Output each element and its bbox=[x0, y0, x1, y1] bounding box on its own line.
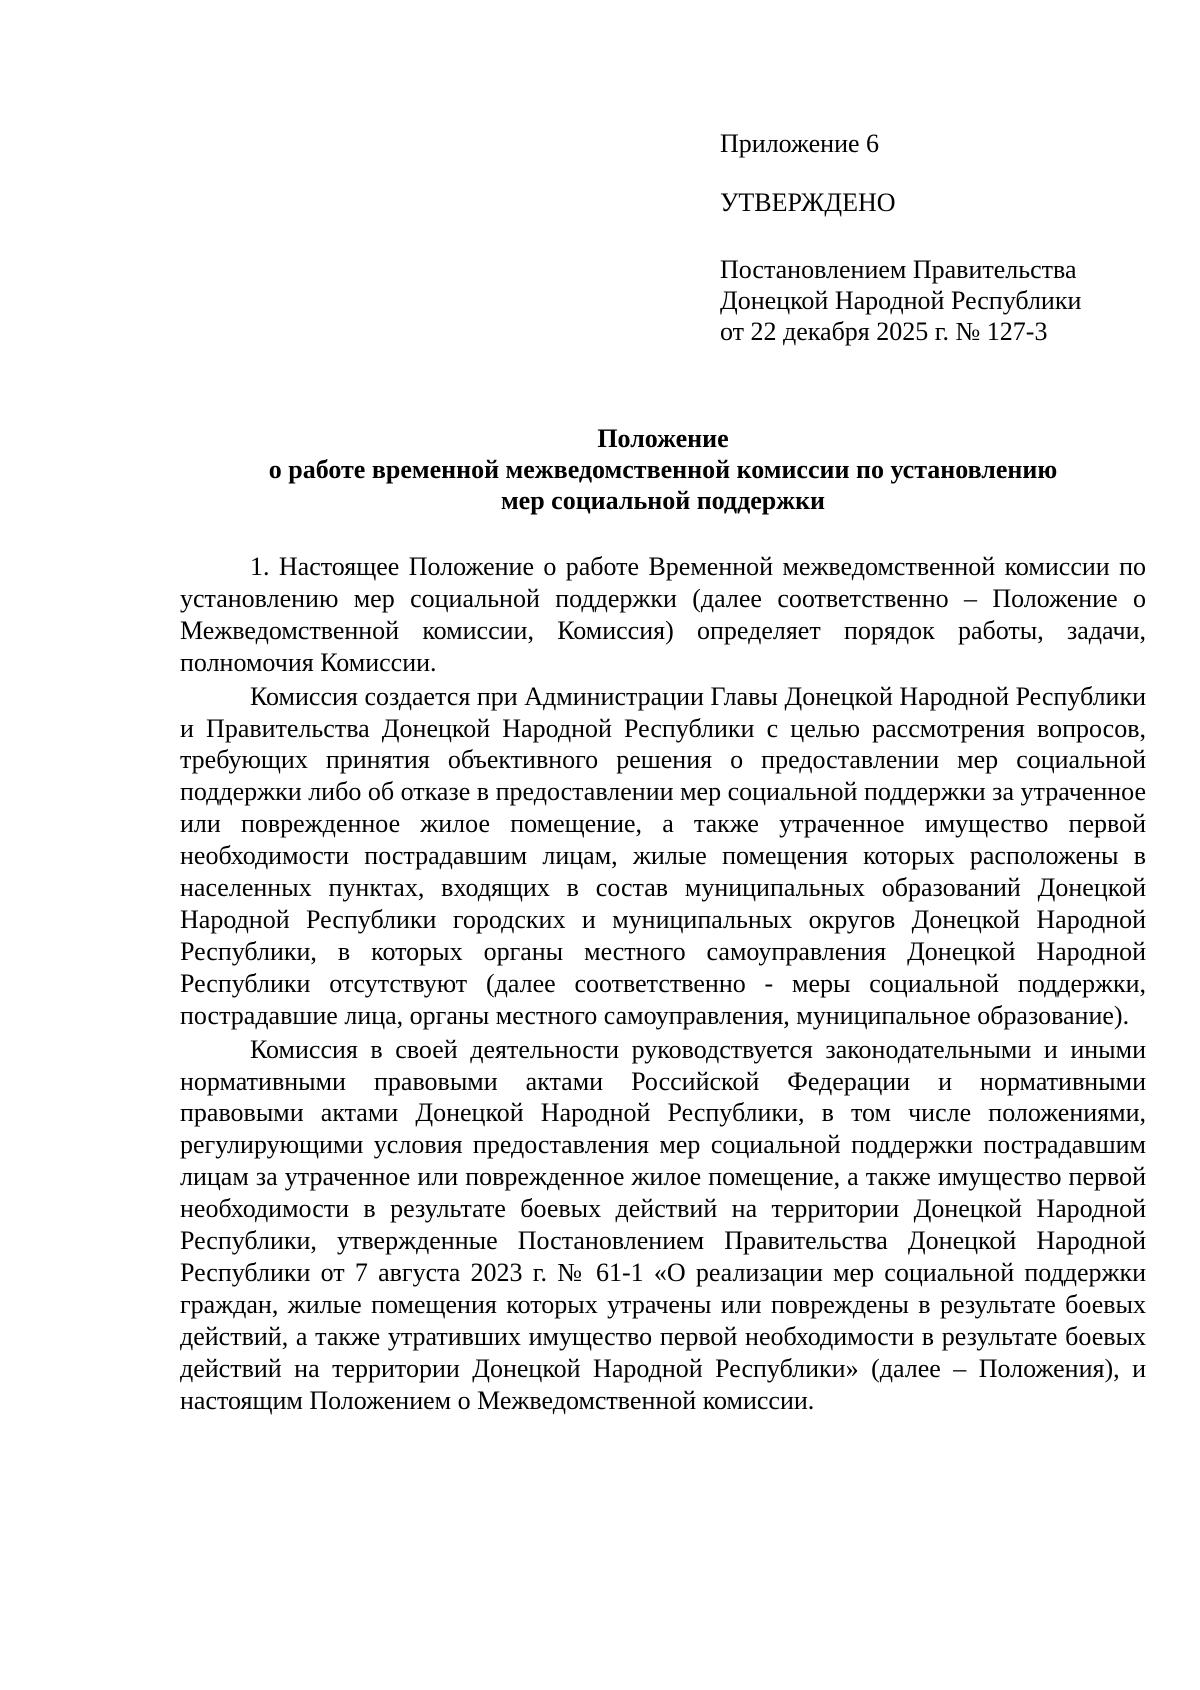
approved-by-line-1: Постановлением Правительства bbox=[720, 255, 1077, 284]
paragraph-2: Комиссия создается при Администрации Главы Донецкой Народной Республики и Правительства Донецкой Народной Республики с целью рассмотрения вопросов, требующих принятия объективного решения о предоставлении мер социальной поддержки либо об отказе в предоставлении мер социальной поддержки за утраченное или поврежденное жилое помещение, а также утраченное имущество первой необходимости пострадавшим лицам, жилые помещения которых расположены в населенных пунктах, входящих в состав муниципальных образований Донецкой Народной Республики городских и муниципальных округов Донецкой Народной Республики, в которых органы местного самоуправления Донецкой Народной Республики отсутствуют (далее соответственно - меры социальной поддержки, пострадавшие лица, органы местного самоуправления, муниципальное образование). bbox=[180, 681, 1146, 1030]
document-body bbox=[180, 551, 1146, 1418]
paragraph-1: 1. Настоящее Положение о работе Временной межведомственной комиссии по установлению мер социальной поддержки (далее соответственно – Положение о Межведомственной комиссии, Комиссия) определяет порядок работы, задачи, полномочия Комиссии. bbox=[180, 552, 1146, 677]
appendix-label: Приложение 6 bbox=[720, 129, 880, 158]
paragraph-3: Комиссия в своей деятельности руководствуется законодательными и иными нормативными правовыми актами Российской Федерации и нормативными правовыми актами Донецкой Народной Республики, в том числе положениями, регулирующими условия предоставления мер социальной поддержки пострадавшим лицам за утраченное или поврежденное жилое помещение, а также имущество первой необходимости в результате боевых действий на территории Донецкой Народной Республики, утвержденные Постановлением Правительства Донецкой Народной Республики от 7 августа 2023 г. № 61-1 «О реализации мер социальной поддержки граждан, жилые помещения которых утрачены или повреждены в результате боевых действий, а также утративших имущество первой необходимости в результате боевых действий на территории Донецкой Народной Республики» (далее – Положения), и настоящим Положением о Межведомственной комиссии. bbox=[180, 1034, 1146, 1415]
approval-stamp bbox=[720, 128, 1160, 347]
title-line-3: мер социальной поддержки bbox=[500, 486, 826, 515]
title-line-1: Положение bbox=[597, 424, 729, 453]
approved-by-line-2: Донецкой Народной Республики bbox=[720, 286, 1082, 315]
title-line-2: о работе временной межведомственной комиссии по установлению bbox=[268, 455, 1058, 484]
document-title bbox=[180, 423, 1146, 516]
approved-label: УТВЕРЖДЕНО bbox=[720, 188, 896, 217]
approved-by-line-3: от 22 декабря 2025 г. № 127-3 bbox=[720, 317, 1048, 346]
